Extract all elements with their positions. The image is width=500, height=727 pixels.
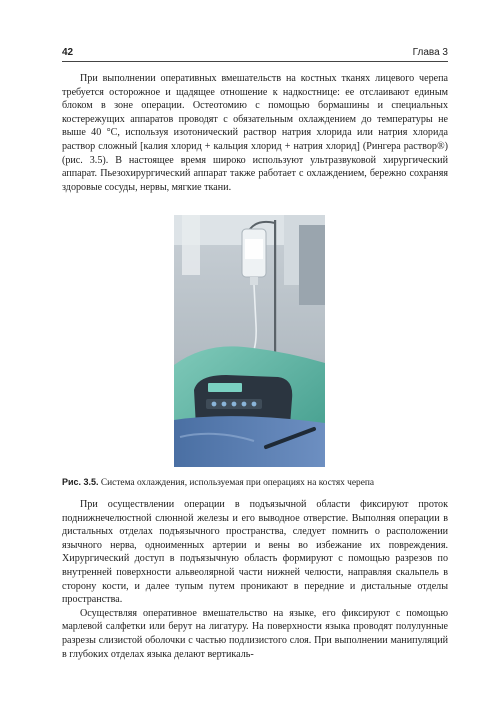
paragraph: При осуществлении операции в подъязычной области фиксируют проток поднижнечелюстной слюнной железы и его выводное отверстие. Выполняя операции в дистальных отделах подъязычного пространства, следует помнить о расположении язычного нерва, одноименных артерии и вены во избежание их повреждения. Хирургический доступ в подъязычную область формируют с помощью разрезов по внутренней поверхности альвеолярной части нижней челюсти, направляя скальпель в сторону кости, и далее тупым путем проникают в передние и дистальные отделы пространства. [62,499,448,606]
text-block-top [62,72,448,194]
figure-caption [62,476,448,489]
figure-caption-text: Система охлаждения, используемая при операциях на костях черепа [100,478,375,488]
figure-label: Рис. 3.5. [62,477,99,487]
paragraph: При выполнении оперативных вмешательств на костных тканях лицевого черепа требуется осторожное и щадящее отношение к надкостнице: ее отслаивают единым блоком в зоне операции. Остеотомию с помощью бормашины и специальных костережущих аппаратов проводят с обязательным охлаждением до температуры не выше 40 °С, используя изотонический раствор натрия хлорида или натрия хлорида раствор сложный [калия хлорид + кальция хлорид + натрия хлорид] (Рингера раствор®) (рис. 3.5). В настоящее время широко используют ультразвуковой хирургический аппарат. Пьезохирургический аппарат также работает с охлаждением, бережно сохраняя здоровые сосуды, нервы, мягкие ткани. [62,73,448,193]
header-rule [62,61,448,62]
figure-photo [174,215,325,467]
paragraph: Осуществляя оперативное вмешательство на языке, его фиксируют с помощью марлевой салфетки или берут на лигатуру. На поверхности языка проводят полулунные разрезы слизистой оболочки с частью подлизистого слоя. При выполнении манипуляций в глубоких отделах языка делают вертикаль- [62,607,448,660]
running-header [62,47,448,61]
page-number: 42 [62,47,74,58]
chapter-title: Глава 3 [412,47,448,58]
cooling-system-photo [174,215,325,467]
text-block-bottom [62,498,448,661]
